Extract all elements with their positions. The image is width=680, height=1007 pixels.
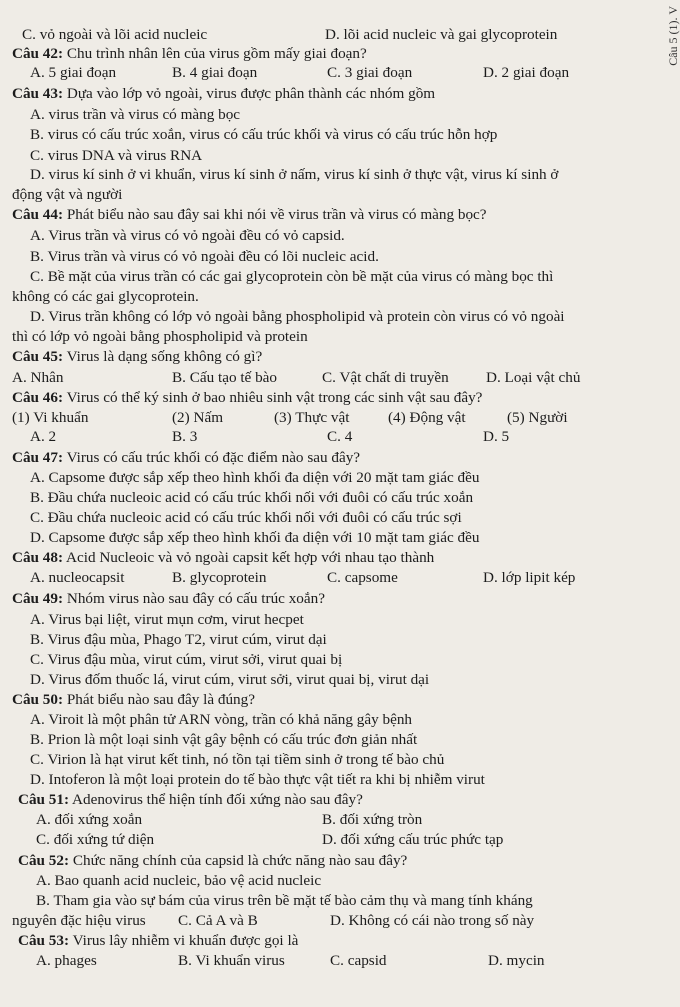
q46-item-2: (2) Nấm	[172, 409, 224, 426]
question-51: Câu 51: Adenovirus thể hiện tính đối xứng nào sau đây?	[18, 791, 363, 808]
q49-option-a: A. Virus bại liệt, virut mụn cơm, virut hecpet	[30, 611, 304, 628]
q47-option-a: A. Capsome được sắp xếp theo hình khối đa diện với 20 mặt tam giác đều	[30, 469, 480, 486]
q43-option-d-cont: động vật và người	[12, 186, 123, 203]
q47-option-d: D. Capsome được sắp xếp theo hình khối đa diện với 10 mặt tam giác đều	[30, 529, 480, 546]
q53-option-d: D. mycin	[488, 952, 545, 969]
q47-option-b: B. Đầu chứa nucleoic acid có cấu trúc khối nối với đuôi có cấu trúc xoắn	[30, 489, 474, 506]
q46-option-c: C. 4	[327, 428, 353, 445]
question-42: Câu 42: Chu trình nhân lên của virus gồm mấy giai đoạn?	[12, 45, 367, 62]
q50-option-a: A. Viroit là một phân tử ARN vòng, trần có khả năng gây bệnh	[30, 711, 413, 728]
q42-option-b: B. 4 giai đoạn	[172, 64, 258, 81]
question-43: Câu 43: Dựa vào lớp vỏ ngoài, virus được phân thành các nhóm gồm	[12, 85, 436, 102]
q46-option-a: A. 2	[30, 428, 57, 445]
prev-option-c: C. vỏ ngoài và lõi acid nucleic	[22, 26, 208, 43]
q48-option-a: A. nucleocapsit	[30, 569, 125, 586]
q50-option-b: B. Prion là một loại sinh vật gây bệnh có cấu trúc đơn giản nhất	[30, 731, 418, 748]
q50-option-d: D. Intoferon là một loại protein do tế bào thực vật tiết ra khi bị nhiễm virut	[30, 771, 485, 788]
question-52: Câu 52: Chức năng chính của capsid là chức năng nào sau đây?	[18, 852, 408, 869]
q51-option-d: D. đối xứng cấu trúc phức tạp	[322, 831, 504, 848]
q45-option-a: A. Nhân	[12, 369, 64, 386]
question-44: Câu 44: Phát biểu nào sau đây sai khi nói về virus trần và virus có màng bọc?	[12, 206, 487, 223]
q52-option-b: B. Tham gia vào sự bám của virus trên bề mặt tế bào cảm thụ và mang tính kháng	[36, 892, 533, 909]
q46-item-1: (1) Vi khuẩn	[12, 409, 89, 426]
q43-option-b: B. virus có cấu trúc xoắn, virus có cấu trúc khối và virus có cấu trúc hỗn hợp	[30, 126, 498, 143]
question-47: Câu 47: Virus có cấu trúc khối có đặc điểm nào sau đây?	[12, 449, 361, 466]
q46-item-5: (5) Người	[507, 409, 568, 426]
q47-option-c: C. Đầu chứa nucleoic acid có cấu trúc khối nối với đuôi có cấu trúc sợi	[30, 509, 462, 526]
q51-option-a: A. đối xứng xoắn	[36, 811, 143, 828]
q52-option-d: D. Không có cái nào trong số này	[330, 912, 535, 929]
question-48: Câu 48: Acid Nucleoic và vỏ ngoài capsit kết hợp với nhau tạo thành	[12, 549, 435, 566]
q43-option-d: D. virus kí sinh ở vi khuẩn, virus kí sinh ở nấm, virus kí sinh ở thực vật, virus kí sinh ở	[30, 166, 559, 183]
q53-option-b: B. Vi khuẩn virus	[178, 952, 285, 969]
q51-option-b: B. đối xứng tròn	[322, 811, 423, 828]
q46-item-3: (3) Thực vật	[274, 409, 350, 426]
q46-option-b: B. 3	[172, 428, 198, 445]
q48-option-c: C. capsome	[327, 569, 398, 586]
question-49: Câu 49: Nhóm virus nào sau đây có cấu trúc xoắn?	[12, 590, 325, 607]
margin-note: Câu 5 (1). V	[666, 6, 680, 66]
q44-option-c-cont: không có các gai glycoprotein.	[12, 288, 199, 305]
q51-option-c: C. đối xứng tứ diện	[36, 831, 155, 848]
q44-option-d: D. Virus trần không có lớp vỏ ngoài bằng phospholipid và protein còn virus có vỏ ngoài	[30, 308, 565, 325]
q49-option-c: C. Virus đậu mùa, virut cúm, virut sởi, virut quai bị	[30, 651, 343, 668]
q45-option-d: D. Loại vật chủ	[486, 369, 581, 386]
q43-option-a: A. virus trần và virus có màng bọc	[30, 106, 241, 123]
q44-option-b: B. Virus trần và virus có vỏ ngoài đều có lõi nucleic acid.	[30, 248, 379, 265]
question-53: Câu 53: Virus lây nhiễm vi khuẩn được gọi là	[18, 932, 299, 949]
q44-option-a: A. Virus trần và virus có vỏ ngoài đều có vỏ capsid.	[30, 227, 345, 244]
q52-option-b-cont: nguyên đặc hiệu virus	[12, 912, 146, 929]
q52-option-c: C. Cả A và B	[178, 912, 258, 929]
q46-option-d: D. 5	[483, 428, 510, 445]
q49-option-d: D. Virus đốm thuốc lá, virut cúm, virut sởi, virut quai bị, virut dại	[30, 671, 430, 688]
question-50: Câu 50: Phát biểu nào sau đây là đúng?	[12, 691, 255, 708]
q45-option-b: B. Cấu tạo tế bào	[172, 369, 278, 386]
question-46: Câu 46: Virus có thể ký sinh ở bao nhiêu sinh vật trong các sinh vật sau đây?	[12, 389, 483, 406]
q45-option-c: C. Vật chất di truyền	[322, 369, 449, 386]
q42-option-d: D. 2 giai đoạn	[483, 64, 570, 81]
q48-option-d: D. lớp lipit kép	[483, 569, 576, 586]
q44-option-c: C. Bề mặt của virus trần có các gai glycoprotein còn bề mặt của virus có màng bọc thì	[30, 268, 554, 285]
q42-option-c: C. 3 giai đoạn	[327, 64, 413, 81]
question-45: Câu 45: Virus là dạng sống không có gì?	[12, 348, 263, 365]
q53-option-a: A. phages	[36, 952, 97, 969]
q49-option-b: B. Virus đậu mùa, Phago T2, virut cúm, virut dại	[30, 631, 327, 648]
q48-option-b: B. glycoprotein	[172, 569, 267, 586]
prev-option-d: D. lõi acid nucleic và gai glycoprotein	[325, 26, 558, 43]
q42-option-a: A. 5 giai đoạn	[30, 64, 117, 81]
q52-option-a: A. Bao quanh acid nucleic, bảo vệ acid nucleic	[36, 872, 322, 889]
q53-option-c: C. capsid	[330, 952, 387, 969]
q50-option-c: C. Virion là hạt virut kết tinh, nó tồn tại tiềm sinh ở trong tế bào chủ	[30, 751, 445, 768]
q44-option-d-cont: thì có lớp vỏ ngoài bằng phospholipid và protein	[12, 328, 308, 345]
q43-option-c: C. virus DNA và virus RNA	[30, 147, 203, 164]
q46-item-4: (4) Động vật	[388, 409, 466, 426]
